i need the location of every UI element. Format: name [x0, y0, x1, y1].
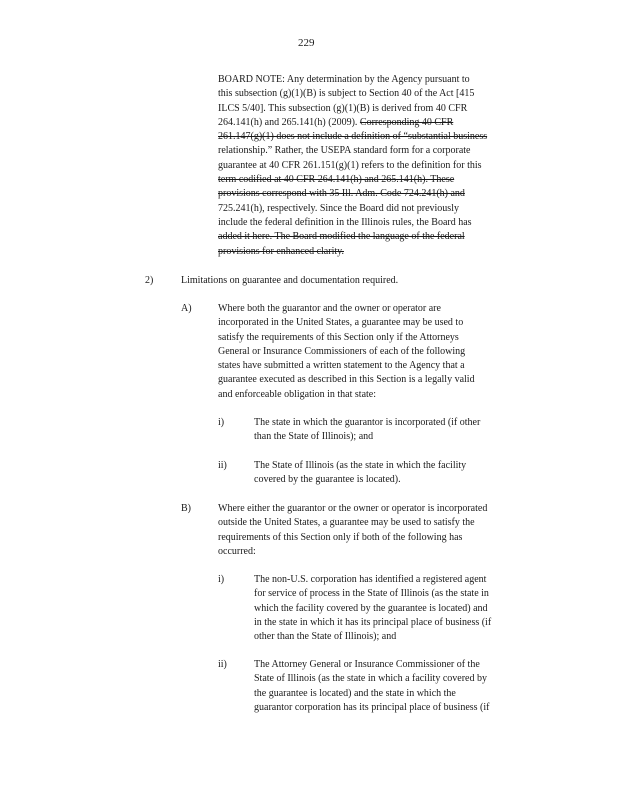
note-text: ILCS 5/40]. This subsection (g)(1)(B) is derived from 40 CFR [218, 102, 468, 114]
item-2-label: 2) [145, 275, 154, 286]
item-b-i-text [254, 573, 536, 644]
text-line: guarantee executed as described in this Section is a legally valid [218, 374, 475, 386]
note-text: 264.141(h) and 265.141(h) (2009). [218, 116, 360, 128]
board-note-line [218, 159, 536, 173]
page-number: 229 [298, 37, 315, 49]
item-a-text [218, 302, 536, 402]
text-line: other than the State of Illinois); and [254, 631, 397, 643]
text-line: than the State of Illinois); and [254, 431, 374, 443]
text-line: requirements of this Section only if both of the following has [218, 531, 463, 543]
text-line: in the state in which it has its principal place of business (if [254, 616, 492, 628]
struck-text: Corresponding 40 CFR [359, 116, 454, 128]
struck-text: added it here. The Board modified the language of the federal [218, 231, 465, 243]
struck-text: provisions for enhanced clarity. [218, 245, 344, 257]
text-line: The State of Illinois (as the state in which the facility [254, 460, 467, 471]
board-note-line [218, 73, 536, 87]
note-text: BOARD NOTE: Any determination by the Agency pursuant to [218, 74, 470, 85]
board-note [218, 73, 536, 259]
note-text: include the federal definition in the Illinois rules, the Board has [218, 216, 472, 228]
text-line: outside the United States, a guarantee may be used to satisfy the [218, 517, 475, 529]
struck-text: 261.147(g)(1) does not include a definition of “substantial business [218, 131, 488, 143]
board-note-line [218, 102, 536, 116]
note-text: this subsection (g)(1)(B) is subject to Section 40 of the Act [415 [218, 88, 475, 100]
text-line: covered by the guarantee is located). [254, 474, 401, 486]
text-line: Where both the guarantor and the owner or operator are [218, 303, 441, 314]
board-note-line [218, 144, 536, 158]
board-note-line [218, 87, 536, 101]
text-line: and enforceable obligation in that state: [218, 388, 376, 400]
text-line: which the facility covered by the guarantee is located) and [254, 602, 488, 614]
board-note-line [218, 130, 536, 144]
text-line: states have submitted a written statement to the Agency that a [218, 360, 465, 372]
text-line: occurred: [218, 545, 256, 557]
text-line: guarantor corporation has its principal place of business (if [254, 701, 490, 713]
text-line: Where either the guarantor or the owner or operator is incorporated [218, 503, 488, 514]
text-line: incorporated in the United States, a guarantee may be used to [218, 317, 464, 329]
note-text: relationship.” Rather, the USEPA standard form for a corporate [218, 145, 471, 157]
item-a-i-text [254, 416, 536, 445]
item-b-ii-label: ii) [218, 659, 227, 670]
board-note-line [218, 216, 536, 230]
item-a-ii-text [254, 459, 536, 488]
item-b-label: B) [181, 503, 191, 514]
item-2-heading: Limitations on guarantee and documentation required. [181, 275, 399, 286]
text-line: the guarantee is located) and the state in which the [254, 687, 456, 699]
board-note-line [218, 173, 536, 187]
text-line: for service of process in the State of Illinois (as the state in [254, 588, 489, 600]
item-a-i-label: i) [218, 417, 225, 428]
item-b-text [218, 502, 536, 559]
text-line: The non-U.S. corporation has identified a registered agent [254, 574, 487, 585]
note-text: 725.241(h), respectively. Since the Board did not previously [218, 202, 459, 214]
item-b-i-label: i) [218, 574, 225, 585]
text-line: State of Illinois (as the state in which a facility covered by [254, 673, 487, 685]
text-line: The Attorney General or Insurance Commissioner of the [254, 659, 480, 670]
item-a-label: A) [181, 303, 192, 314]
text-line: General or Insurance Commissioners of each of the following [218, 345, 466, 357]
board-note-line [218, 187, 536, 201]
text-line: The state in which the guarantor is incorporated (if other [254, 417, 481, 428]
note-text: guarantee at 40 CFR 261.151(g)(1) refers to the definition for this [218, 159, 482, 171]
text-line: satisfy the requirements of this Section only if the Attorneys [218, 331, 459, 343]
struck-text: term codified at 40 CFR 264.141(h) and 265.141(h). These [218, 174, 455, 186]
board-note-line [218, 202, 536, 216]
board-note-line [218, 116, 536, 130]
item-b-ii-text [254, 658, 536, 715]
board-note-line [218, 230, 536, 244]
board-note-line [218, 245, 536, 259]
item-a-ii-label: ii) [218, 460, 227, 471]
struck-text: provisions correspond with 35 Ill. Adm. Code 724.241(h) and [218, 188, 465, 200]
